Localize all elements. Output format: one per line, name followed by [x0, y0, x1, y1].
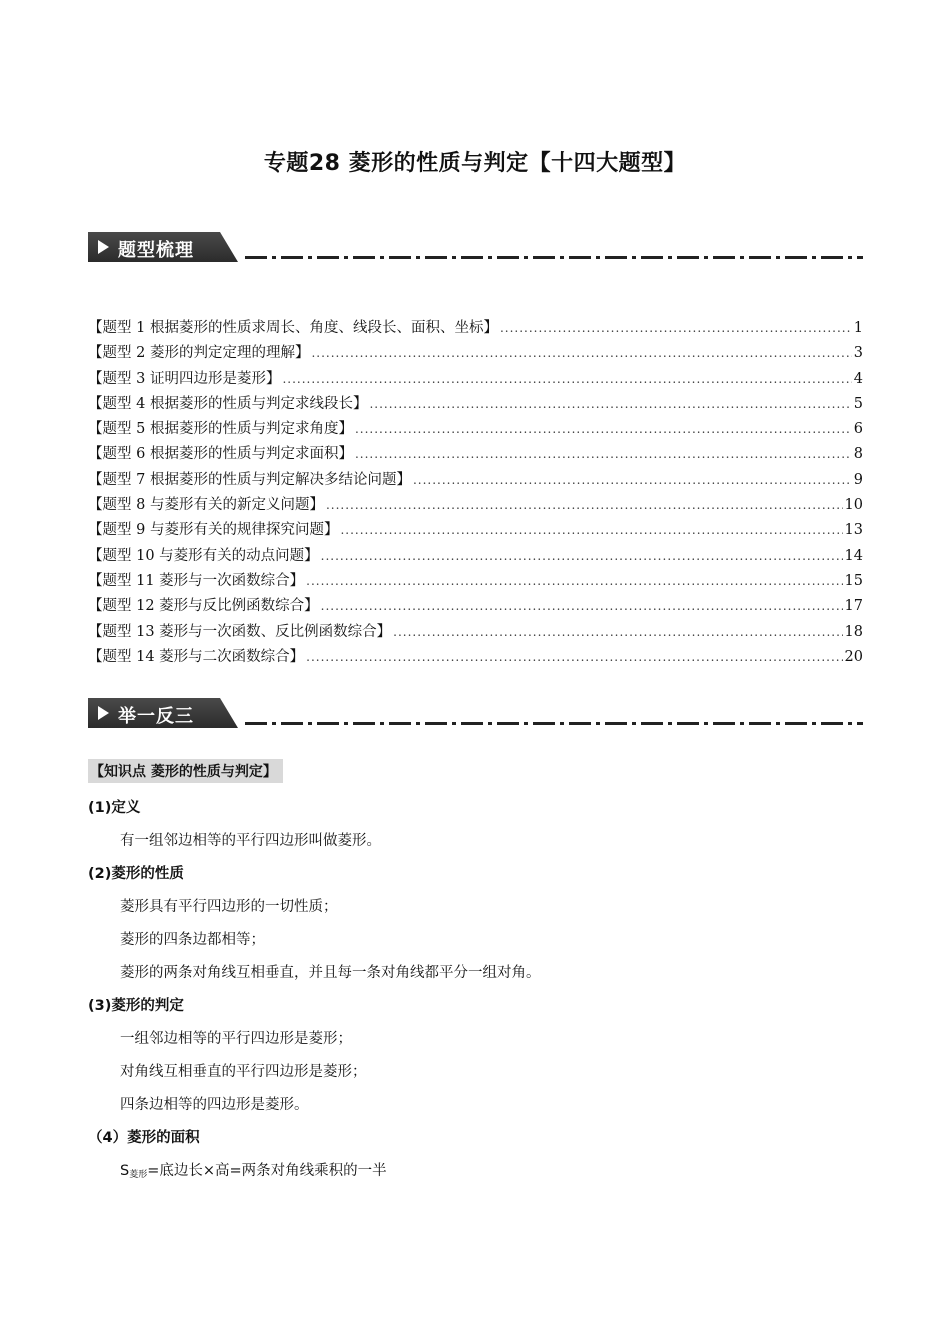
toc-leader-dots [306, 574, 842, 588]
toc-leader-dots [321, 599, 843, 613]
dash-dot-divider [245, 722, 863, 725]
toc-page-number: 20 [844, 648, 863, 665]
toc-page-number: 14 [844, 547, 863, 564]
play-triangle-icon [98, 240, 109, 254]
area-formula [120, 1159, 387, 1180]
toc-entry[interactable] [88, 392, 863, 417]
toc-leader-dots [355, 422, 852, 436]
toc-leader-dots [326, 498, 843, 512]
play-triangle-icon [98, 706, 109, 720]
toc-page-number: 18 [844, 623, 863, 640]
toc-page-number: 3 [853, 345, 863, 362]
section-heading-criteria: (3)菱形的判定 [88, 998, 184, 1014]
toc-entry[interactable] [88, 468, 863, 493]
toc-page-number: 13 [844, 522, 863, 539]
toc-entry[interactable] [88, 417, 863, 442]
section-heading-area: （4）菱形的面积 [88, 1130, 200, 1146]
toc-page-number: 15 [844, 572, 863, 589]
paragraph: 对角线互相垂直的平行四边形是菱形； [120, 1064, 367, 1080]
toc-entry-label: 【题型 7 根据菱形的性质与判定解决多结论问题】 [88, 471, 411, 488]
toc-entry-label: 【题型 13 菱形与一次函数、反比例函数综合】 [88, 623, 392, 640]
toc-leader-dots [306, 650, 842, 664]
toc-entry-label: 【题型 10 与菱形有关的动点问题】 [88, 547, 319, 564]
toc-page-number: 17 [844, 598, 863, 615]
toc-entry-label: 【题型 11 菱形与一次函数综合】 [88, 572, 305, 589]
toc-page-number: 5 [853, 395, 863, 412]
toc-entry-label: 【题型 6 根据菱形的性质与判定求面积】 [88, 446, 353, 463]
toc-leader-dots [369, 397, 851, 411]
toc-page-number: 1 [853, 320, 863, 336]
paragraph: 菱形的四条边都相等； [120, 932, 265, 948]
page-title: 专题28 菱形的性质与判定【十四大题型】 [263, 151, 687, 176]
toc-leader-dots [282, 372, 851, 386]
toc-entry[interactable] [88, 316, 863, 341]
section-heading-definition: (1)定义 [88, 800, 141, 816]
toc-leader-dots [393, 625, 842, 639]
toc-entry-label: 【题型 4 根据菱形的性质与判定求线段长】 [88, 395, 368, 412]
toc-entry-label: 【题型 14 菱形与二次函数综合】 [88, 648, 305, 665]
toc-entry[interactable] [88, 442, 863, 467]
toc-entry[interactable] [88, 493, 863, 518]
toc-entry[interactable] [88, 544, 863, 569]
paragraph: 有一组邻边相等的平行四边形叫做菱形。 [120, 833, 381, 849]
toc-entry-label: 【题型 8 与菱形有关的新定义问题】 [88, 497, 324, 514]
toc-entry[interactable] [88, 341, 863, 366]
table-of-contents [88, 316, 863, 670]
toc-leader-dots [500, 321, 852, 335]
toc-entry[interactable] [88, 367, 863, 392]
toc-banner [88, 232, 863, 268]
toc-page-number: 10 [844, 497, 863, 514]
examples-banner [88, 698, 863, 734]
toc-entry[interactable] [88, 518, 863, 543]
toc-entry-label: 【题型 12 菱形与反比例函数综合】 [88, 598, 319, 615]
toc-entry[interactable] [88, 569, 863, 594]
area-subscript: 菱形 [129, 1170, 148, 1180]
section-heading-properties: (2)菱形的性质 [88, 866, 184, 882]
toc-entry-label: 【题型 9 与菱形有关的规律探究问题】 [88, 522, 339, 539]
toc-leader-dots [413, 473, 852, 487]
toc-leader-dots [340, 523, 842, 537]
toc-entry-label: 【题型 1 根据菱形的性质求周长、角度、线段长、面积、坐标】 [88, 320, 498, 336]
paragraph: 菱形的两条对角线互相垂直，并且每一条对角线都平分一组对角。 [120, 965, 541, 981]
toc-page-number: 9 [853, 471, 863, 488]
toc-leader-dots [311, 346, 851, 360]
toc-entry[interactable] [88, 620, 863, 645]
dash-dot-divider [245, 256, 863, 259]
paragraph: 菱形具有平行四边形的一切性质； [120, 899, 338, 915]
toc-entry[interactable] [88, 594, 863, 619]
toc-entry-label: 【题型 2 菱形的判定定理的理解】 [88, 345, 310, 362]
paragraph: 四条边相等的四边形是菱形。 [120, 1097, 309, 1113]
toc-leader-dots [321, 549, 843, 563]
toc-leader-dots [355, 447, 852, 461]
area-symbol: S [120, 1163, 130, 1179]
paragraph: 一组邻边相等的平行四边形是菱形； [120, 1031, 352, 1047]
toc-page-number: 6 [853, 421, 863, 438]
banner-label: 题型梳理 [118, 240, 194, 261]
toc-page-number: 4 [853, 370, 863, 387]
banner-label: 举一反三 [118, 706, 194, 727]
toc-entry-label: 【题型 5 根据菱形的性质与判定求角度】 [88, 421, 353, 438]
toc-page-number: 8 [853, 446, 863, 463]
knowledge-point-heading: 【知识点 菱形的性质与判定】 [88, 759, 283, 783]
toc-entry[interactable] [88, 645, 863, 670]
toc-entry-label: 【题型 3 证明四边形是菱形】 [88, 370, 281, 387]
area-formula-text: =底边长×高=两条对角线乘积的一半 [147, 1163, 387, 1179]
